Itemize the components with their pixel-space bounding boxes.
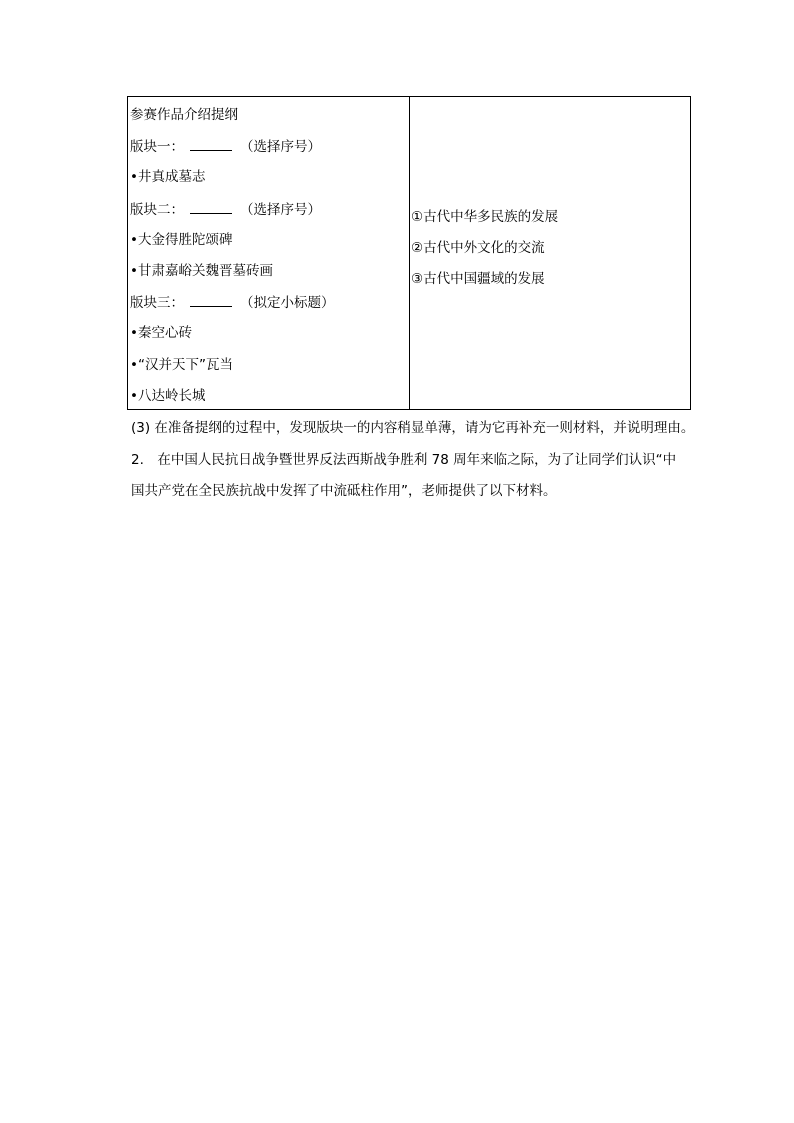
- outline-title: 参赛作品介绍提纲: [130, 107, 238, 123]
- section-1-heading: [128, 136, 409, 167]
- option-1: ①古代中华多民族的发展: [411, 208, 559, 225]
- section-1-suffix: （选择序号）: [240, 139, 321, 156]
- question-2-line-1: 2. 在中国人民抗日战争暨世界反法西斯战争胜利 78 周年来临之际，为了让同学们认识“中: [131, 452, 677, 468]
- section-2-heading: [128, 199, 409, 230]
- section-3-prefix: 版块三：: [130, 295, 184, 312]
- section-3-blank[interactable]: [190, 292, 232, 307]
- outline-column: [128, 97, 410, 409]
- section-2-suffix: （选择序号）: [240, 201, 321, 218]
- section-3-suffix: （拟定小标题）: [240, 295, 335, 312]
- section-1-prefix: 版块一：: [130, 139, 184, 156]
- options-column: [410, 97, 690, 409]
- section-3-heading: [128, 292, 409, 323]
- section-2-item-1: •大金得胜陀颂碑: [130, 231, 233, 248]
- section-1-blank[interactable]: [190, 136, 232, 151]
- outline-table: [127, 96, 691, 410]
- section-2-prefix: 版块二：: [130, 201, 184, 218]
- section-3-item-1: •秦空心砖: [130, 325, 192, 342]
- section-2-blank[interactable]: [190, 199, 232, 214]
- option-2: ②古代中外文化的交流: [411, 239, 545, 256]
- section-1-item: •井真成墓志: [130, 169, 206, 186]
- section-3-item-2: •“汉并天下”瓦当: [130, 356, 233, 373]
- section-2-item-2: •甘肃嘉峪关魏晋墓砖画: [130, 262, 273, 279]
- question-2-line-2: 国共产党在全民族抗战中发挥了中流砥柱作用”，老师提供了以下材料。: [131, 483, 557, 499]
- question-3-text: (3) 在准备提纲的过程中，发现版块一的内容稍显单薄，请为它再补充一则材料，并说明理由。: [131, 420, 695, 436]
- option-3: ③古代中国疆域的发展: [411, 270, 545, 287]
- section-3-item-3: •八达岭长城: [130, 387, 206, 404]
